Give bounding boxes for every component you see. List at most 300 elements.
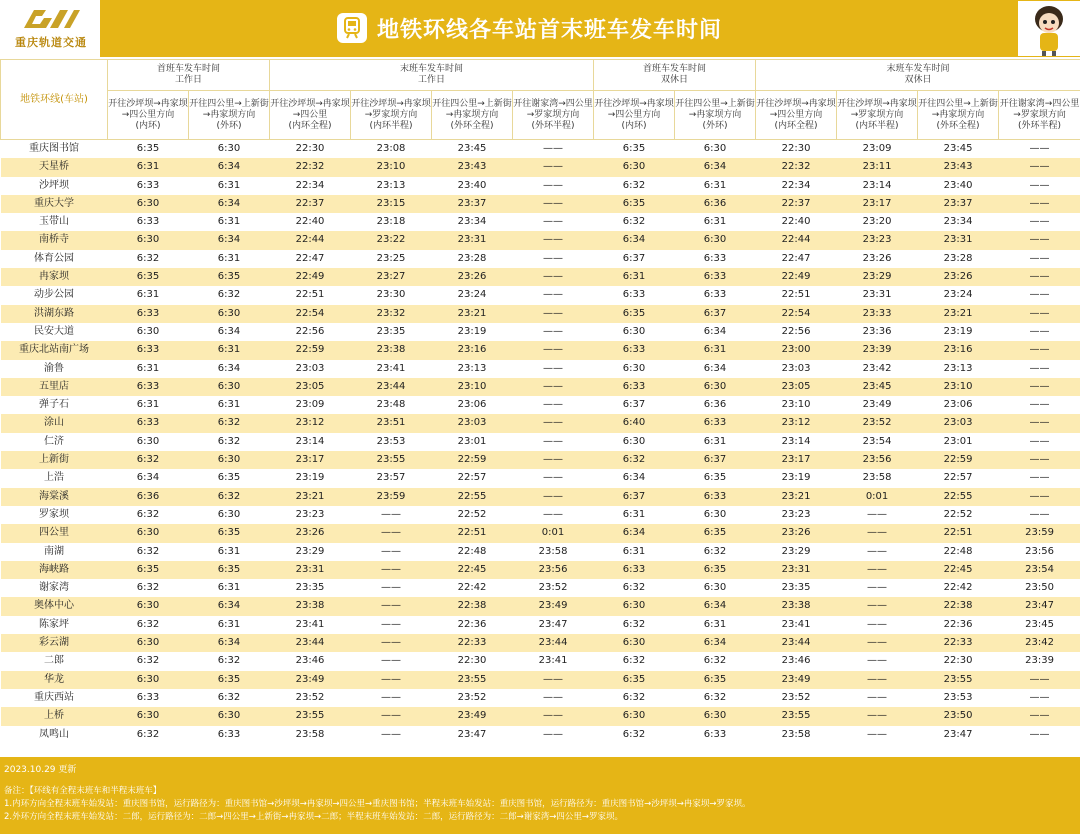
time-cell: ——	[837, 506, 918, 524]
group-header: 末班车发车时间 双休日	[756, 60, 1080, 91]
column-header: 开往四公里→上新街→冉家坝方向 (外环)	[675, 91, 756, 140]
time-cell: 23:59	[999, 524, 1080, 542]
time-cell: 6:35	[108, 561, 189, 579]
time-cell: ——	[513, 488, 594, 506]
time-cell: 23:23	[270, 506, 351, 524]
time-cell: 22:54	[270, 305, 351, 323]
time-cell: ——	[837, 707, 918, 725]
time-cell: 23:19	[270, 469, 351, 487]
time-cell: 23:58	[513, 543, 594, 561]
time-cell: 6:34	[675, 597, 756, 615]
time-cell: ——	[837, 689, 918, 707]
timetable	[0, 59, 1080, 744]
time-cell: 6:31	[189, 341, 270, 359]
time-cell: 23:52	[837, 414, 918, 432]
table-row	[1, 286, 1080, 304]
time-cell: ——	[351, 616, 432, 634]
time-cell: 23:13	[918, 360, 999, 378]
time-cell: ——	[999, 451, 1080, 469]
time-cell: 22:55	[918, 488, 999, 506]
time-cell: 6:32	[594, 213, 675, 231]
time-cell: ——	[351, 561, 432, 579]
time-cell: 23:55	[351, 451, 432, 469]
time-cell: 22:47	[270, 250, 351, 268]
table-row	[1, 689, 1080, 707]
table-row	[1, 561, 1080, 579]
table-row	[1, 378, 1080, 396]
station-name: 四公里	[1, 524, 108, 542]
time-cell: 23:25	[351, 250, 432, 268]
time-cell: 23:26	[756, 524, 837, 542]
time-cell: 6:33	[108, 341, 189, 359]
time-cell: 6:30	[108, 195, 189, 213]
time-cell: 6:32	[189, 433, 270, 451]
time-cell: 6:33	[594, 286, 675, 304]
brand-logo	[0, 0, 100, 57]
time-cell: 22:42	[432, 579, 513, 597]
footer	[0, 757, 1080, 834]
time-cell: 6:37	[594, 396, 675, 414]
time-cell: 6:31	[594, 268, 675, 286]
note-line: 备注：【环线有全程末班车和半程末班车】	[4, 786, 162, 796]
time-cell: ——	[999, 323, 1080, 341]
time-cell: ——	[837, 561, 918, 579]
time-cell: 6:31	[189, 396, 270, 414]
time-cell: 6:35	[594, 195, 675, 213]
time-cell: 23:11	[837, 158, 918, 176]
time-cell: ——	[837, 616, 918, 634]
time-cell: ——	[351, 524, 432, 542]
time-cell: 6:33	[675, 286, 756, 304]
time-cell: 6:32	[594, 616, 675, 634]
table-row	[1, 707, 1080, 725]
table-row	[1, 250, 1080, 268]
table-row	[1, 634, 1080, 652]
station-name: 沙坪坝	[1, 177, 108, 195]
time-cell: ——	[837, 543, 918, 561]
table-row	[1, 158, 1080, 176]
time-cell: 6:35	[675, 671, 756, 689]
time-cell: 23:54	[837, 433, 918, 451]
table-row	[1, 469, 1080, 487]
time-cell: ——	[513, 451, 594, 469]
time-cell: 6:31	[675, 433, 756, 451]
time-cell: 23:17	[837, 195, 918, 213]
time-cell: 23:58	[756, 726, 837, 744]
time-cell: 6:30	[189, 140, 270, 159]
time-cell: 22:49	[270, 268, 351, 286]
time-cell: 23:20	[837, 213, 918, 231]
time-cell: 23:31	[270, 561, 351, 579]
time-cell: 23:58	[270, 726, 351, 744]
time-cell: 23:19	[756, 469, 837, 487]
time-cell: 22:34	[756, 177, 837, 195]
time-cell: 6:30	[675, 378, 756, 396]
time-cell: 23:49	[513, 597, 594, 615]
time-cell: 6:30	[189, 451, 270, 469]
time-cell: 6:32	[108, 616, 189, 634]
time-cell: 23:41	[351, 360, 432, 378]
time-cell: 6:30	[675, 506, 756, 524]
station-name: 体育公园	[1, 250, 108, 268]
time-cell: 6:33	[675, 488, 756, 506]
time-cell: 23:22	[351, 231, 432, 249]
station-name: 重庆大学	[1, 195, 108, 213]
time-cell: 6:33	[594, 341, 675, 359]
time-cell: ——	[999, 360, 1080, 378]
station-name: 南桥寺	[1, 231, 108, 249]
time-cell: 22:56	[270, 323, 351, 341]
station-name: 华龙	[1, 671, 108, 689]
time-cell: 23:45	[837, 378, 918, 396]
time-cell: 23:10	[756, 396, 837, 414]
time-cell: 23:17	[756, 451, 837, 469]
page-title: 地铁环线各车站首末班车发车时间	[377, 17, 723, 43]
time-cell: 22:32	[756, 158, 837, 176]
time-cell: 23:03	[432, 414, 513, 432]
time-cell: 23:53	[918, 689, 999, 707]
time-cell: 6:32	[594, 726, 675, 744]
time-cell: 23:16	[918, 341, 999, 359]
table-row	[1, 231, 1080, 249]
time-cell: 6:34	[189, 360, 270, 378]
time-cell: 23:29	[756, 543, 837, 561]
station-name: 民安大道	[1, 323, 108, 341]
time-cell: 23:40	[432, 177, 513, 195]
time-cell: ——	[999, 213, 1080, 231]
time-cell: 23:32	[351, 305, 432, 323]
time-cell: 6:35	[189, 524, 270, 542]
time-cell: ——	[999, 195, 1080, 213]
time-cell: 6:31	[108, 286, 189, 304]
time-cell: 6:32	[594, 689, 675, 707]
time-cell: 23:26	[837, 250, 918, 268]
time-cell: 22:40	[270, 213, 351, 231]
time-cell: 23:28	[432, 250, 513, 268]
time-cell: 23:44	[270, 634, 351, 652]
time-cell: 23:50	[999, 579, 1080, 597]
time-cell: 23:38	[270, 597, 351, 615]
time-cell: 6:34	[594, 231, 675, 249]
table-row	[1, 396, 1080, 414]
table-row	[1, 195, 1080, 213]
time-cell: ——	[999, 286, 1080, 304]
time-cell: 23:17	[270, 451, 351, 469]
time-cell: 23:45	[999, 616, 1080, 634]
station-name: 玉带山	[1, 213, 108, 231]
station-name: 冉家坝	[1, 268, 108, 286]
time-cell: 23:47	[918, 726, 999, 744]
time-cell: ——	[513, 469, 594, 487]
time-cell: 23:26	[432, 268, 513, 286]
time-cell: 6:34	[189, 231, 270, 249]
brand-name: 重庆轨道交通	[15, 36, 87, 49]
time-cell: 23:55	[918, 671, 999, 689]
time-cell: 6:30	[108, 231, 189, 249]
time-cell: 23:37	[432, 195, 513, 213]
time-cell: 6:30	[675, 579, 756, 597]
time-cell: 6:33	[108, 689, 189, 707]
time-cell: 23:57	[351, 469, 432, 487]
time-cell: 23:46	[756, 652, 837, 670]
time-cell: 23:08	[351, 140, 432, 159]
time-cell: 6:30	[108, 707, 189, 725]
time-cell: 22:57	[918, 469, 999, 487]
time-cell: 22:30	[918, 652, 999, 670]
column-header: 开往沙坪坝→冉家坝→四公里 (内环全程)	[270, 91, 351, 140]
time-cell: 6:33	[675, 250, 756, 268]
time-cell: 23:41	[513, 652, 594, 670]
station-name: 罗家坝	[1, 506, 108, 524]
time-cell: 22:48	[918, 543, 999, 561]
group-header: 末班车发车时间 工作日	[270, 60, 594, 91]
table-row	[1, 524, 1080, 542]
time-cell: 23:38	[756, 597, 837, 615]
station-name: 奥体中心	[1, 597, 108, 615]
time-cell: ——	[999, 231, 1080, 249]
time-cell: ——	[513, 158, 594, 176]
time-cell: 23:38	[351, 341, 432, 359]
time-cell: 6:35	[675, 524, 756, 542]
time-cell: 6:33	[108, 414, 189, 432]
table-row	[1, 579, 1080, 597]
time-cell: 23:49	[270, 671, 351, 689]
time-cell: 6:32	[108, 543, 189, 561]
column-header: 开往谢家湾→四公里→罗家坝方向 (外环半程)	[513, 91, 594, 140]
station-name: 重庆北站南广场	[1, 341, 108, 359]
table-row	[1, 305, 1080, 323]
column-header: 开往四公里→上新街→冉家坝方向 (外环全程)	[432, 91, 513, 140]
time-cell: 6:35	[594, 140, 675, 159]
time-cell: 6:31	[675, 341, 756, 359]
time-cell: ——	[999, 671, 1080, 689]
time-cell: 23:54	[999, 561, 1080, 579]
time-cell: ——	[513, 268, 594, 286]
station-name: 动步公园	[1, 286, 108, 304]
time-cell: 23:49	[756, 671, 837, 689]
station-name: 海峡路	[1, 561, 108, 579]
time-cell: 23:43	[918, 158, 999, 176]
time-cell: ——	[513, 506, 594, 524]
time-cell: 6:31	[594, 543, 675, 561]
time-cell: 23:41	[756, 616, 837, 634]
time-cell: 23:47	[999, 597, 1080, 615]
time-cell: 23:13	[351, 177, 432, 195]
time-cell: 23:35	[351, 323, 432, 341]
time-cell: ——	[999, 378, 1080, 396]
time-cell: ——	[513, 323, 594, 341]
time-cell: 23:27	[351, 268, 432, 286]
time-cell: 23:49	[837, 396, 918, 414]
time-cell: 6:33	[675, 414, 756, 432]
time-cell: ——	[999, 177, 1080, 195]
time-cell: 6:30	[594, 634, 675, 652]
time-cell: 6:32	[108, 652, 189, 670]
time-cell: 6:30	[675, 707, 756, 725]
time-cell: 23:14	[756, 433, 837, 451]
time-cell: 22:56	[756, 323, 837, 341]
column-header: 开往沙坪坝→冉家坝→四公里方向 (内环)	[594, 91, 675, 140]
time-cell: 6:30	[108, 671, 189, 689]
time-cell: 23:52	[513, 579, 594, 597]
time-cell: 6:35	[594, 671, 675, 689]
time-cell: 6:32	[189, 286, 270, 304]
time-cell: 6:35	[594, 305, 675, 323]
time-cell: 23:21	[756, 488, 837, 506]
time-cell: 6:30	[594, 707, 675, 725]
station-name: 天星桥	[1, 158, 108, 176]
cq-metro-logo-icon	[20, 6, 82, 32]
table-row	[1, 616, 1080, 634]
time-cell: 6:31	[189, 543, 270, 561]
time-cell: 23:30	[351, 286, 432, 304]
table-row	[1, 652, 1080, 670]
time-cell: 6:30	[108, 433, 189, 451]
time-cell: 23:35	[270, 579, 351, 597]
station-name: 南湖	[1, 543, 108, 561]
time-cell: 6:32	[675, 689, 756, 707]
time-cell: 23:05	[270, 378, 351, 396]
time-cell: 6:34	[675, 323, 756, 341]
time-cell: 6:34	[108, 469, 189, 487]
station-name: 谢家湾	[1, 579, 108, 597]
time-cell: 6:30	[189, 707, 270, 725]
time-cell: 23:59	[351, 488, 432, 506]
time-cell: 23:10	[351, 158, 432, 176]
time-cell: 23:24	[918, 286, 999, 304]
time-cell: ——	[513, 433, 594, 451]
time-cell: ——	[351, 707, 432, 725]
time-cell: 22:52	[918, 506, 999, 524]
time-cell: 6:40	[594, 414, 675, 432]
time-cell: 22:52	[432, 506, 513, 524]
time-cell: 22:36	[918, 616, 999, 634]
column-header: 开往沙坪坝→冉家坝→四公里方向 (内环全程)	[756, 91, 837, 140]
time-cell: 6:36	[675, 396, 756, 414]
time-cell: 22:37	[756, 195, 837, 213]
time-cell: 23:12	[756, 414, 837, 432]
time-cell: 22:37	[270, 195, 351, 213]
time-cell: 6:33	[594, 561, 675, 579]
time-cell: 6:30	[594, 323, 675, 341]
time-cell: 22:33	[432, 634, 513, 652]
time-cell: 6:34	[189, 195, 270, 213]
time-cell: 22:32	[270, 158, 351, 176]
time-cell: 6:32	[189, 414, 270, 432]
time-cell: 6:32	[108, 506, 189, 524]
time-cell: 0:01	[513, 524, 594, 542]
time-cell: 23:53	[351, 433, 432, 451]
time-cell: 6:31	[675, 213, 756, 231]
table-row	[1, 140, 1080, 159]
time-cell: 23:31	[432, 231, 513, 249]
time-cell: 23:52	[432, 689, 513, 707]
time-cell: 6:33	[108, 305, 189, 323]
time-cell: 6:32	[189, 689, 270, 707]
station-name: 彩云湖	[1, 634, 108, 652]
station-name: 重庆图书馆	[1, 140, 108, 159]
time-cell: 22:48	[432, 543, 513, 561]
time-cell: 6:33	[675, 268, 756, 286]
time-cell: 23:29	[837, 268, 918, 286]
time-cell: 6:35	[108, 268, 189, 286]
time-cell: 23:52	[270, 689, 351, 707]
time-cell: 6:32	[189, 652, 270, 670]
station-name: 五里店	[1, 378, 108, 396]
time-cell: 6:31	[189, 616, 270, 634]
time-cell: 22:59	[432, 451, 513, 469]
time-cell: 23:52	[756, 689, 837, 707]
time-cell: 23:14	[837, 177, 918, 195]
table-row	[1, 506, 1080, 524]
time-cell: 6:34	[189, 597, 270, 615]
time-cell: 22:34	[270, 177, 351, 195]
update-date: 2023.10.29 更新	[4, 765, 77, 775]
time-cell: 6:30	[108, 323, 189, 341]
time-cell: 22:44	[756, 231, 837, 249]
time-cell: 23:03	[270, 360, 351, 378]
time-cell: 23:09	[837, 140, 918, 159]
time-cell: 22:59	[918, 451, 999, 469]
station-name: 洪湖东路	[1, 305, 108, 323]
station-name: 凤鸣山	[1, 726, 108, 744]
time-cell: ——	[999, 250, 1080, 268]
time-cell: 22:57	[432, 469, 513, 487]
time-cell: ——	[351, 506, 432, 524]
time-cell: 22:45	[432, 561, 513, 579]
time-cell: 23:24	[432, 286, 513, 304]
time-cell: 22:51	[756, 286, 837, 304]
time-cell: ——	[351, 671, 432, 689]
column-header: 开往沙坪坝→冉家坝→罗家坝方向 (内环半程)	[351, 91, 432, 140]
time-cell: ——	[999, 707, 1080, 725]
time-cell: 23:21	[918, 305, 999, 323]
time-cell: 23:18	[351, 213, 432, 231]
time-cell: 23:56	[513, 561, 594, 579]
time-cell: 23:45	[918, 140, 999, 159]
time-cell: 23:42	[837, 360, 918, 378]
time-cell: ——	[513, 341, 594, 359]
time-cell: ——	[513, 250, 594, 268]
time-cell: 22:38	[918, 597, 999, 615]
time-cell: 6:32	[675, 543, 756, 561]
time-cell: 6:32	[108, 726, 189, 744]
time-cell: ——	[999, 158, 1080, 176]
time-cell: 23:10	[918, 378, 999, 396]
time-cell: ——	[513, 726, 594, 744]
time-cell: 23:55	[270, 707, 351, 725]
mascot-image	[1018, 1, 1080, 56]
time-cell: ——	[513, 231, 594, 249]
time-cell: 6:32	[675, 652, 756, 670]
table-row	[1, 597, 1080, 615]
time-cell: 23:10	[432, 378, 513, 396]
time-cell: 6:35	[675, 561, 756, 579]
table-row	[1, 414, 1080, 432]
table-row	[1, 341, 1080, 359]
table-row	[1, 433, 1080, 451]
time-cell: 23:56	[837, 451, 918, 469]
time-cell: 23:05	[756, 378, 837, 396]
station-name: 陈家坪	[1, 616, 108, 634]
group-header: 首班车发车时间 双休日	[594, 60, 756, 91]
time-cell: 22:44	[270, 231, 351, 249]
time-cell: ——	[999, 433, 1080, 451]
time-cell: 6:35	[189, 469, 270, 487]
time-cell: 23:23	[837, 231, 918, 249]
time-cell: 6:30	[108, 634, 189, 652]
time-cell: 6:37	[594, 488, 675, 506]
